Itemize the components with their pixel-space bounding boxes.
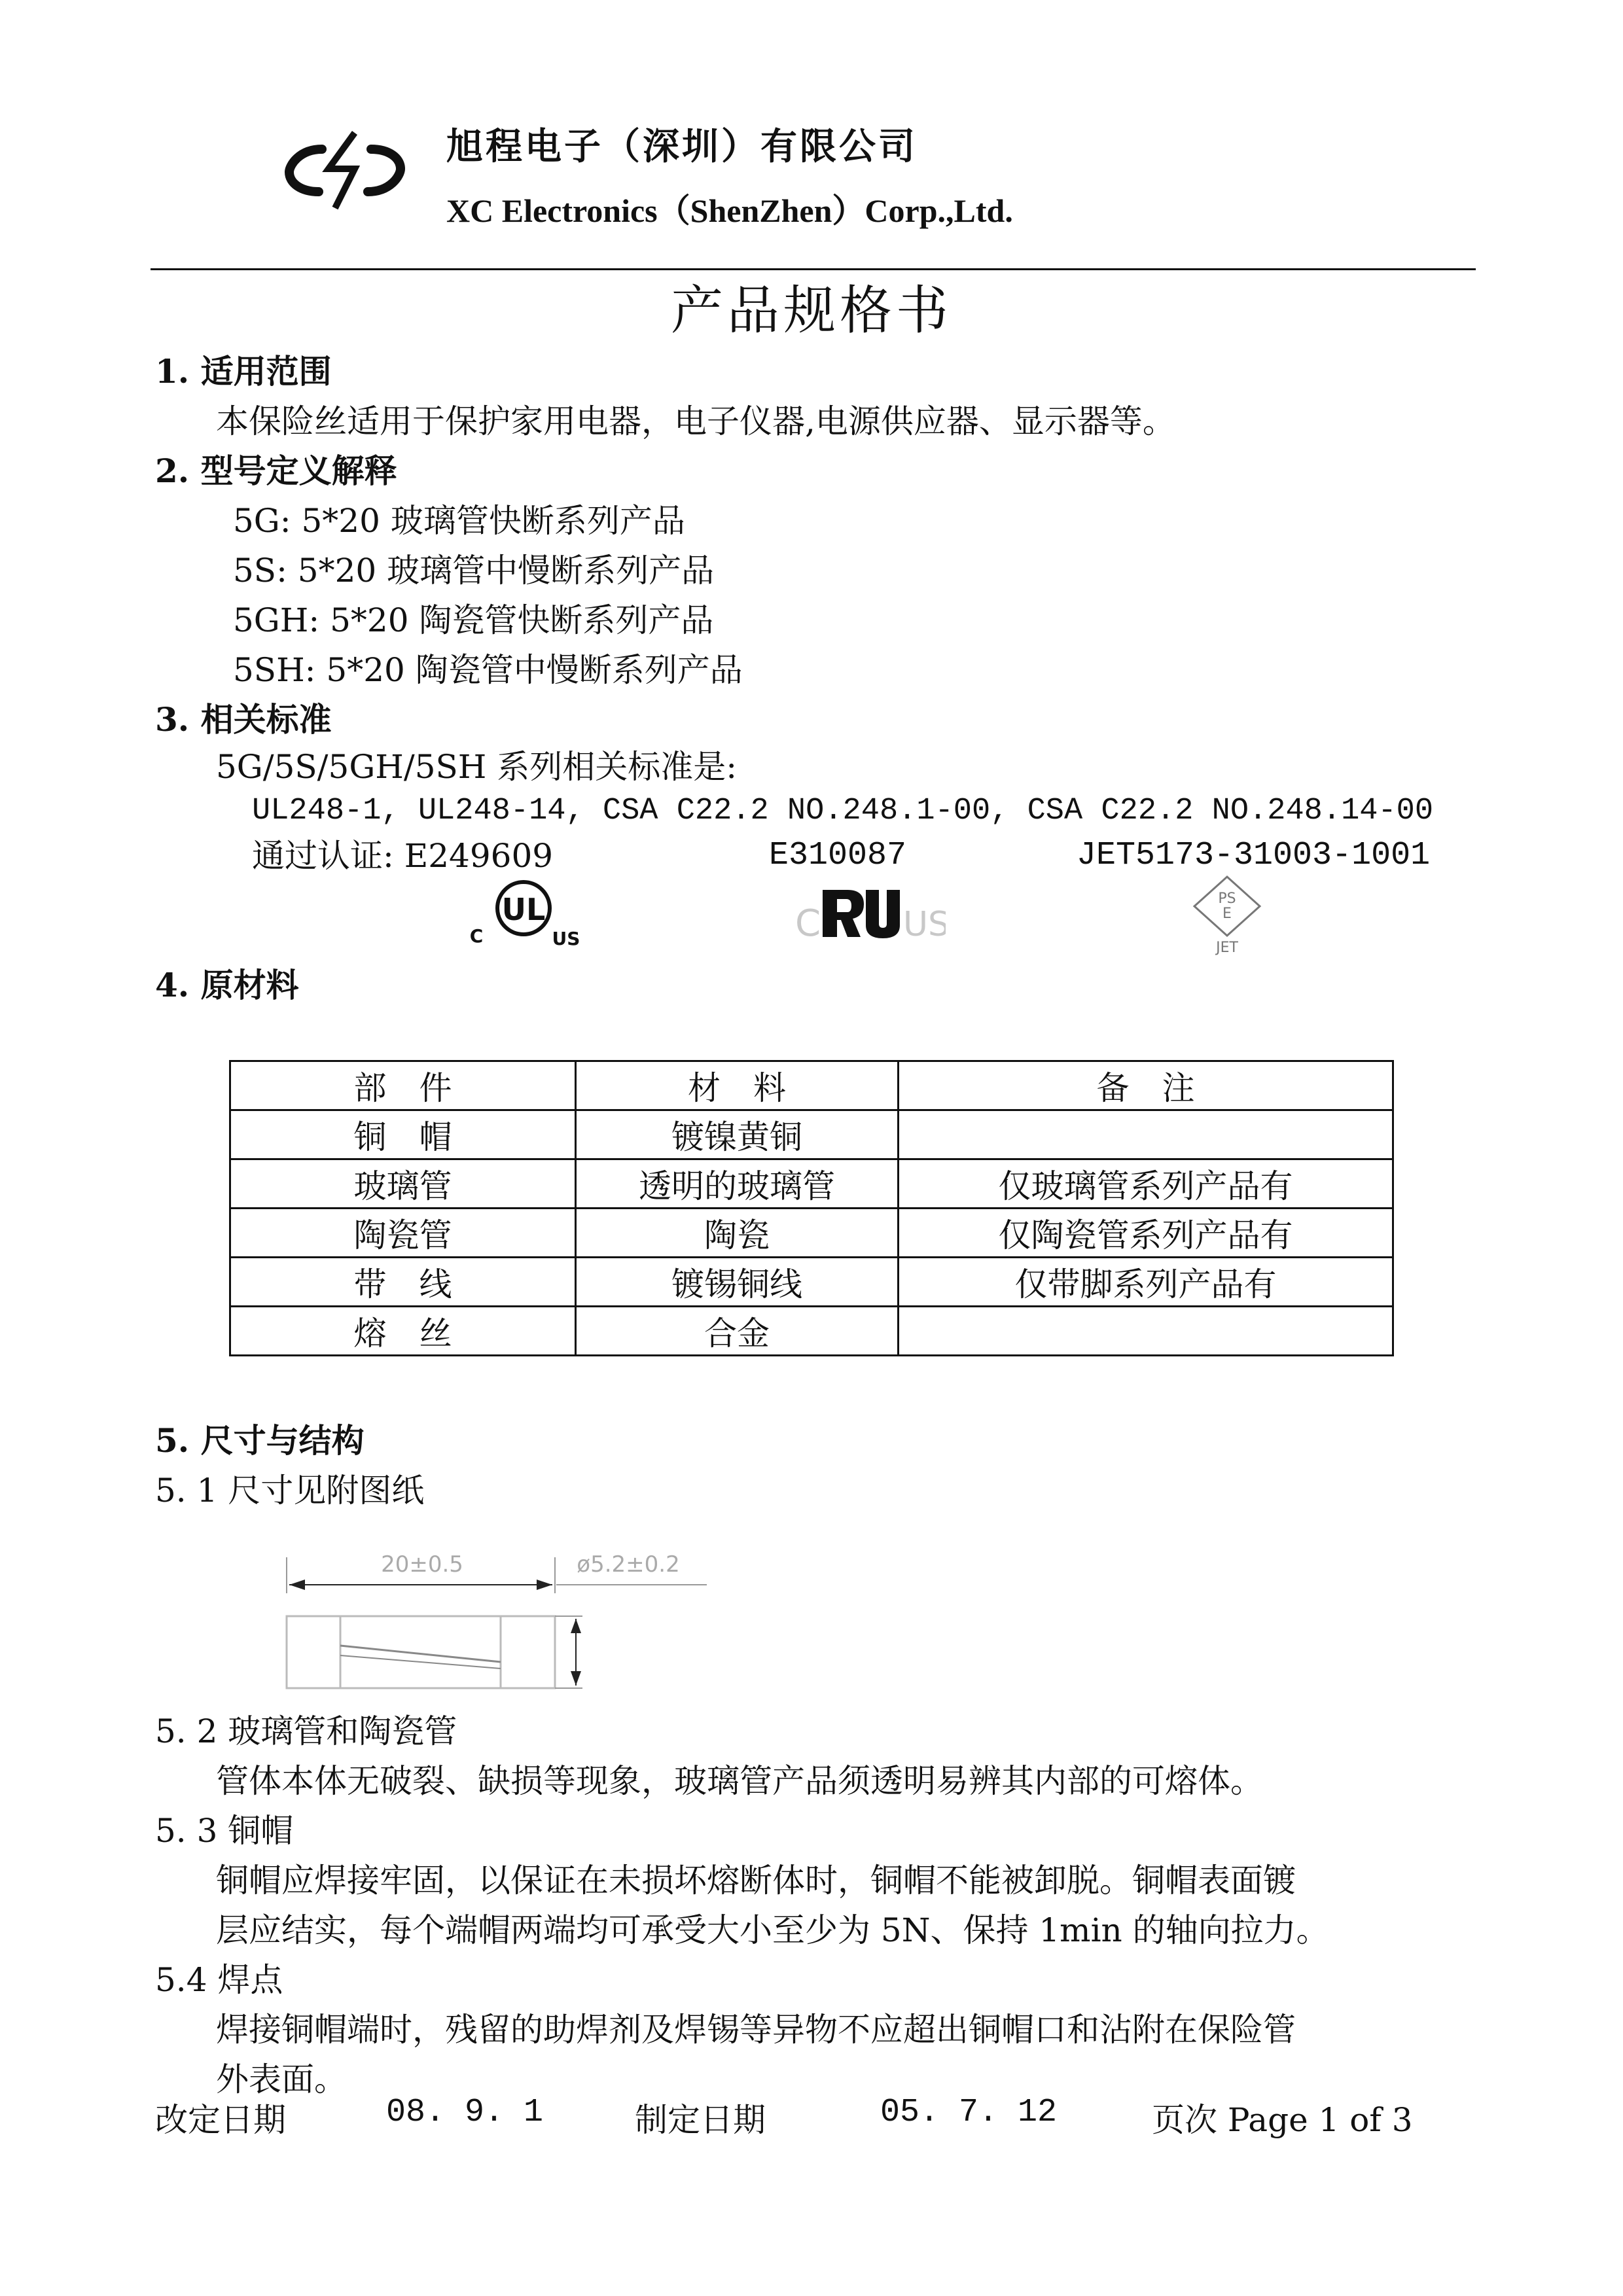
xc-logo-icon — [283, 130, 407, 211]
header-divider — [151, 268, 1476, 270]
section-5-2: 5. 2 玻璃管和陶瓷管 — [155, 1712, 457, 1750]
model-item: 5GH: 5*20 陶瓷管快断系列产品 — [233, 601, 714, 639]
dimension-diameter: ø5.2±0.2 — [577, 1551, 680, 1578]
table-cell: 带 线 — [230, 1258, 576, 1307]
table-cell — [899, 1110, 1393, 1159]
create-date-label: 制定日期 — [635, 2101, 766, 2139]
table-cell: 仅玻璃管系列产品有 — [899, 1159, 1393, 1209]
pse-top-text: PS — [1218, 891, 1236, 907]
table-cell: 镀镍黄铜 — [576, 1110, 899, 1159]
section-5-1: 5. 1 尺寸见附图纸 — [155, 1472, 425, 1510]
section-3-heading: 3. 相关标准 — [155, 700, 332, 739]
fuse-dimension-drawing — [275, 1538, 733, 1695]
section-5-3: 5. 3 铜帽 — [155, 1812, 294, 1850]
pse-bottom-text: E — [1222, 906, 1232, 922]
section-5-3-body: 层应结实，每个端帽两端均可承受大小至少为 5N、保持 1min 的轴向拉力。 — [216, 1911, 1329, 1949]
section-2-heading: 2. 型号定义解释 — [155, 451, 397, 490]
pse-jet-mark — [1185, 874, 1270, 955]
company-name-cn: 旭程电子（深圳）有限公司 — [446, 126, 918, 168]
page-indicator: 页次 Page 1 of 3 — [1152, 2101, 1413, 2139]
model-item: 5G: 5*20 玻璃管快断系列产品 — [233, 502, 685, 540]
cul-listed-mark — [458, 877, 589, 949]
table-cell: 镀锡铜线 — [576, 1258, 899, 1307]
section-5-heading: 5. 尺寸与结构 — [155, 1421, 365, 1460]
table-row — [230, 1209, 1393, 1258]
column-header: 材 料 — [576, 1061, 899, 1110]
table-cell: 仅陶瓷管系列产品有 — [899, 1209, 1393, 1258]
section-4-heading: 4. 原材料 — [155, 966, 299, 1004]
company-logo — [283, 130, 407, 211]
create-date-value: 05. 7. 12 — [880, 2094, 1058, 2131]
table-header-row — [230, 1061, 1393, 1110]
table-cell — [899, 1307, 1393, 1356]
cert-ur: E310087 — [769, 837, 907, 874]
table-cell: 仅带脚系列产品有 — [899, 1258, 1393, 1307]
table-cell: 陶瓷 — [576, 1209, 899, 1258]
revise-date-value: 08. 9. 1 — [386, 2094, 544, 2131]
section-5-2-body: 管体本体无破裂、缺损等现象，玻璃管产品须透明易辨其内部的可熔体。 — [216, 1762, 1263, 1800]
ur-right-text: US — [903, 905, 946, 944]
page-title: 产品规格书 — [671, 280, 952, 341]
company-name-en: XC Electronics（ShenZhen）Corp.,Ltd. — [446, 192, 1013, 229]
table-cell: 铜 帽 — [230, 1110, 576, 1159]
table-cell: 合金 — [576, 1307, 899, 1356]
jet-text: JET — [1216, 940, 1238, 955]
table-cell: 陶瓷管 — [230, 1209, 576, 1258]
ur-left-text: C — [795, 902, 821, 945]
table-cell: 玻璃管 — [230, 1159, 576, 1209]
dimension-length: 20±0.5 — [381, 1551, 463, 1578]
table-cell: 熔 丝 — [230, 1307, 576, 1356]
cul-center-text: UL — [501, 892, 546, 927]
column-header: 部 件 — [230, 1061, 576, 1110]
column-header: 备 注 — [899, 1061, 1393, 1110]
cert-ul: 通过认证: E249609 — [252, 837, 554, 875]
cul-left-text: C — [469, 925, 484, 947]
section-5-4: 5.4 焊点 — [155, 1961, 283, 1999]
section-1-heading: 1. 适用范围 — [155, 352, 332, 391]
table-row — [230, 1258, 1393, 1307]
model-item: 5SH: 5*20 陶瓷管中慢断系列产品 — [233, 651, 743, 689]
cul-right-text: US — [552, 928, 580, 949]
table-cell: 透明的玻璃管 — [576, 1159, 899, 1209]
ur-recognized-mark — [782, 877, 946, 949]
table-row — [230, 1110, 1393, 1159]
cert-jet: JET5173-31003-1001 — [1077, 837, 1431, 874]
materials-table — [229, 1060, 1394, 1356]
table-row — [230, 1159, 1393, 1209]
section-5-3-body: 铜帽应焊接牢固，以保证在未损坏熔断体时，铜帽不能被卸脱。铜帽表面镀 — [216, 1862, 1296, 1899]
standards-intro: 5G/5S/5GH/5SH 系列相关标准是: — [216, 748, 738, 786]
section-5-4-body: 焊接铜帽端时，残留的助焊剂及焊锡等异物不应超出铜帽口和沾附在保险管 — [216, 2011, 1296, 2049]
section-1-body: 本保险丝适用于保护家用电器，电子仪器,电源供应器、显示器等。 — [216, 402, 1175, 440]
model-item: 5S: 5*20 玻璃管中慢断系列产品 — [233, 552, 715, 590]
standards-list: UL248-1, UL248-14, CSA C22.2 NO.248.1-00, CSA C22.2 NO.248.14-00 — [252, 794, 1434, 828]
revise-date-label: 改定日期 — [155, 2101, 286, 2139]
section-5-4-body: 外表面。 — [216, 2060, 347, 2098]
table-row — [230, 1307, 1393, 1356]
